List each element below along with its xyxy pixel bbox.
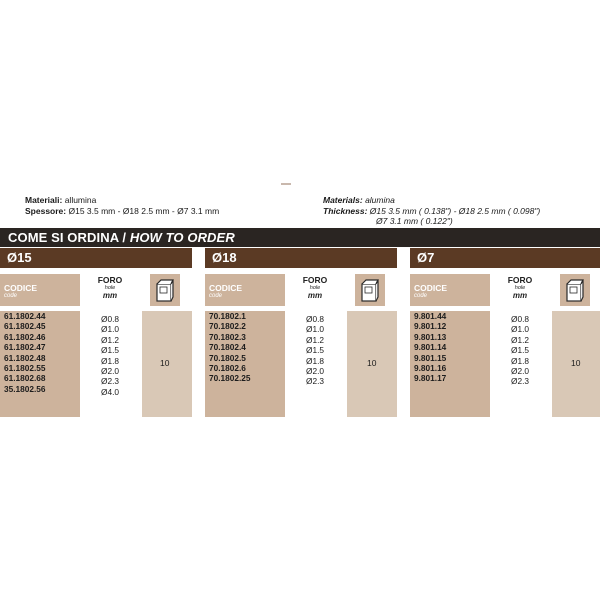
package-icon-d15: [150, 274, 180, 306]
list-item: Ø2.0: [511, 365, 529, 376]
list-item: Ø2.3: [101, 376, 119, 387]
how-to-order-header: [0, 228, 600, 247]
thickness-en-value-2: Ø7 3.1 mm ( 0.122"): [376, 216, 453, 226]
list-item: 9.801.17: [414, 373, 447, 384]
list-item: Ø2.3: [511, 376, 529, 387]
quantity-box-d18: [347, 311, 397, 417]
hole-header-d18: FORO hole mm: [302, 275, 328, 300]
list-item: 70.1802.3: [209, 331, 246, 342]
list-item: 35.1802.56: [4, 383, 46, 394]
list-item: Ø1.0: [306, 324, 324, 335]
quantity-value: 10: [367, 358, 377, 368]
list-item: Ø0.8: [101, 314, 119, 324]
list-item: Ø0.8: [511, 314, 529, 324]
list-item: 70.1802.25: [209, 373, 251, 384]
code-header-d18: CODICE code: [205, 274, 285, 306]
hole-list-d7: [500, 314, 540, 387]
hole-header-d15: FORO hole mm: [97, 275, 123, 300]
quantity-value: 10: [160, 358, 170, 368]
list-item: Ø1.2: [101, 334, 119, 345]
list-item: Ø2.0: [306, 365, 324, 376]
list-item: Ø4.0: [101, 386, 119, 397]
package-icon-d18: [355, 274, 385, 306]
list-item: 61.1802.45: [4, 321, 46, 332]
list-item: 9.801.14: [414, 342, 447, 353]
list-item: Ø1.5: [101, 345, 119, 356]
code-list-d15: [0, 311, 80, 417]
list-item: 61.1802.55: [4, 362, 46, 373]
list-item: 70.1802.2: [209, 321, 246, 332]
code-list-d7: [410, 311, 490, 417]
list-item: 61.1802.46: [4, 331, 46, 342]
list-item: 9.801.16: [414, 362, 447, 373]
accent-line: [281, 183, 291, 185]
list-item: Ø1.8: [101, 355, 119, 366]
list-item: Ø1.2: [306, 334, 324, 345]
materials-it: [25, 195, 219, 216]
list-item: 9.801.15: [414, 352, 447, 363]
list-item: Ø1.0: [511, 324, 529, 335]
materials-en-label: Materials:: [323, 195, 363, 205]
quantity-box-d7: [552, 311, 600, 417]
materials-it-value: allumina: [64, 195, 97, 205]
thickness-en-value: Ø15 3.5 mm ( 0.138") - Ø18 2.5 mm ( 0.098"): [369, 205, 541, 216]
list-item: 61.1802.44: [4, 311, 46, 321]
list-item: 61.1802.48: [4, 352, 46, 363]
list-item: Ø2.0: [101, 365, 119, 376]
list-item: 9.801.44: [414, 311, 447, 321]
materials-en-value: alumina: [365, 195, 395, 205]
list-item: 61.1802.68: [4, 373, 46, 384]
code-header-d15: CODICE code: [0, 274, 80, 306]
list-item: Ø1.5: [511, 345, 529, 356]
list-item: 70.1802.1: [209, 311, 246, 321]
thickness-en-label: Thickness:: [323, 205, 368, 216]
thickness-it-label: Spessore:: [25, 205, 67, 216]
list-item: 9.801.13: [414, 331, 447, 342]
list-item: 9.801.12: [414, 321, 447, 332]
list-item: 70.1802.4: [209, 342, 246, 353]
list-item: Ø1.8: [306, 355, 324, 366]
list-item: Ø1.0: [101, 324, 119, 335]
header-title-en: HOW TO ORDER: [129, 230, 235, 245]
hole-list-d18: [295, 314, 335, 387]
quantity-box-d15: [142, 311, 192, 417]
list-item: Ø0.8: [306, 314, 324, 324]
code-header-d7: CODICE code: [410, 274, 490, 306]
hole-header-d7: FORO hole mm: [507, 275, 533, 300]
materials-it-label: Materiali:: [25, 195, 63, 205]
list-item: 70.1802.5: [209, 352, 246, 363]
list-item: Ø1.5: [306, 345, 324, 356]
list-item: 70.1802.6: [209, 362, 246, 373]
header-title-it: COME SI ORDINA /: [8, 230, 130, 245]
tab-d18: Ø18: [205, 248, 397, 268]
list-item: Ø1.8: [511, 355, 529, 366]
list-item: 61.1802.47: [4, 342, 46, 353]
materials-en: [323, 195, 540, 227]
tab-d7: Ø7: [410, 248, 600, 268]
package-icon-d7: [560, 274, 590, 306]
list-item: Ø1.2: [511, 334, 529, 345]
tab-d15: Ø15: [0, 248, 192, 268]
list-item: Ø2.3: [306, 376, 324, 387]
quantity-value: 10: [571, 358, 581, 368]
thickness-it-value: Ø15 3.5 mm - Ø18 2.5 mm - Ø7 3.1 mm: [68, 205, 220, 216]
hole-list-d15: [90, 314, 130, 397]
code-list-d18: [205, 311, 285, 417]
